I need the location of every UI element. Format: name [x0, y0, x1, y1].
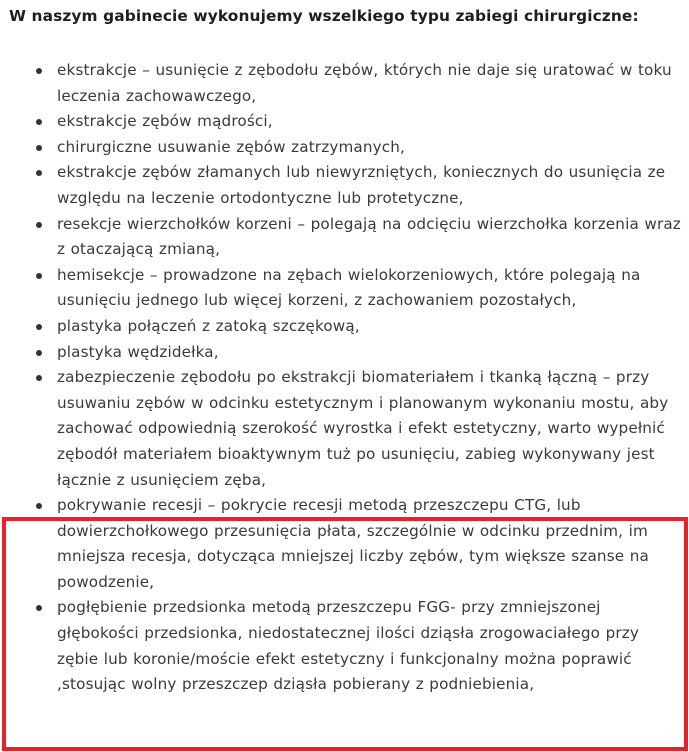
list-item-extraction: [0, 58, 689, 109]
bullet-icon: [36, 273, 42, 279]
bullet-icon: [36, 222, 42, 228]
list-item-recession-coverage: [0, 493, 689, 595]
bullet-icon: [36, 605, 42, 611]
list-item-broken-teeth: [0, 160, 689, 211]
bullet-icon: [36, 503, 42, 509]
list-item-text: ekstrakcje zębów mądrości,: [57, 112, 273, 131]
bullet-icon: [36, 324, 42, 330]
bullet-icon: [36, 145, 42, 151]
list-item-text: pogłębienie przedsionka metodą przeszczepu FGG- przy zmniejszonej głębokości przedsionka, niedostatecznej ilości dziąsła zrogowaciałego przy zębie lub koronie/moście efekt estetyczny i funkcjonalny można poprawić ,stosując wolny przeszczep dziąsła pobierany z podniebienia,: [57, 598, 640, 694]
bullet-icon: [36, 350, 42, 356]
list-item-text: zabezpieczenie zębodołu po ekstrakcji biomateriałem i tkanką łączną – przy usuwaniu zębów w odcinku estetycznym i planowanym wykonaniu mostu, aby zachować odpowiednią szerokość wyrostka i efekt estetyczny, warto wypełnić zębodół materiałem bioaktywnym tuż po usunięciu, zabieg wykonywany jest łącznie z usunięciem zęba,: [57, 368, 669, 489]
bullet-icon: [36, 170, 42, 176]
section-heading: W naszym gabinecie wykonujemy wszelkiego typu zabiegi chirurgiczne:: [9, 7, 639, 25]
list-item-sinus-plasty: [0, 314, 689, 340]
list-item-socket-preservation: [0, 365, 689, 493]
bullet-icon: [36, 119, 42, 125]
list-item-text: ekstrakcje zębów złamanych lub niewyrzniętych, koniecznych do usunięcia ze względu na leczenie ortodontyczne lub protetyczne,: [57, 163, 666, 207]
list-item-text: resekcje wierzchołków korzeni – polegają na odcięciu wierzchołka korzenia wraz z otaczającą zmianą,: [57, 214, 681, 259]
list-item-wisdom-teeth: [0, 109, 689, 135]
list-item-text: chirurgiczne usuwanie zębów zatrzymanych,: [57, 137, 406, 156]
list-item-text: pokrywanie recesji – pokrycie recesji metodą przeszczepu CTG, lub dowierzchołkowego przesunięcia płata, szczególnie w odcinku przednim, im mniejsza recesja, dotycząca mniejszej liczby zębów, tym większe szanse na powodzenie,: [57, 496, 649, 591]
list-item-text: hemisekcje – prowadzone na zębach wielokorzeniowych, które polegają na usunięciu jednego lub więcej korzeni, z zachowaniem pozostałych,: [57, 265, 641, 310]
list-item-impacted-teeth: [0, 135, 689, 161]
bullet-icon: [36, 375, 42, 381]
list-item-text: plastyka wędzidełka,: [57, 342, 219, 361]
list-item-hemisection: [0, 263, 689, 314]
bullet-icon: [36, 68, 42, 74]
list-item-text: ekstrakcje – usunięcie z zębodołu zębów, których nie daje się uratować w toku leczenia zachowawczego,: [57, 61, 672, 105]
list-item-root-resection: [0, 212, 689, 263]
list-item-text: plastyka połączeń z zatoką szczękową,: [57, 316, 360, 335]
list-item-vestibuloplasty: [0, 595, 689, 697]
procedures-list: [0, 58, 689, 698]
list-item-frenuloplasty: [0, 340, 689, 366]
